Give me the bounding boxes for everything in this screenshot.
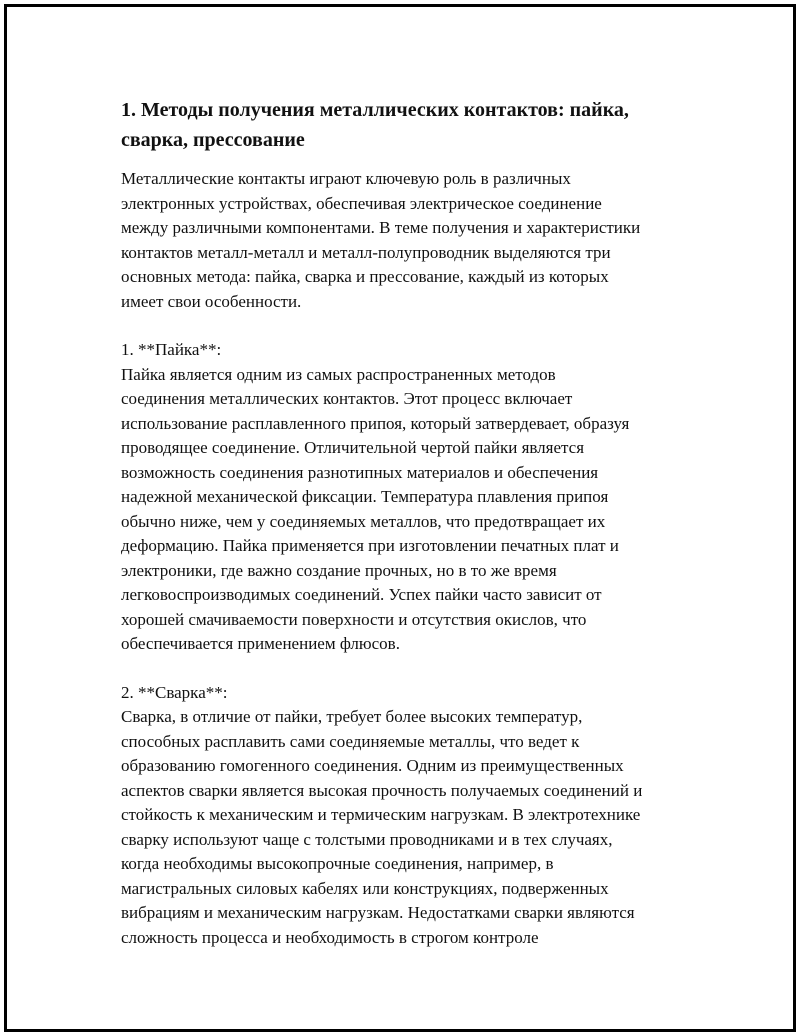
paragraph-spacer	[121, 314, 691, 338]
document-heading: 1. Методы получения металлических контактов: пайка, сварка, прессование	[121, 99, 629, 151]
paragraph-spacer	[121, 657, 691, 681]
section-welding-title: 2. **Сварка**:	[121, 682, 228, 702]
section-soldering-title: 1. **Пайка**:	[121, 340, 222, 359]
document-page	[4, 4, 796, 1032]
document-content	[121, 95, 691, 950]
section-soldering-body: Пайка является одним из самых распространенных методов соединения металлических контактов. Этот процесс включает использование расплавленного припоя, который затвердевает, образуя проводящее соединение. Отличительной чертой пайки является возможность соединения разнотипных материалов и обеспечения надежной механической фиксации. Температура плавления припоя обычно ниже, чем у соединяемых металлов, что предотвращает их деформацию. Пайка применяется при изготовлении печатных плат и электроники, где важно создание прочных, но в то же время легковоспроизводимых соединений. Успех пайки часто зависит от хорошей смачиваемости поверхности и отсутствия окислов, что обеспечивается применением флюсов.	[121, 364, 630, 653]
section-welding-body: Сварка, в отличие от пайки, требует более высоких температур, способных расплавить сами соединяемые металлы, что ведет к образованию гомогенного соединения. Одним из преимущественных аспектов сварки является высокая прочность получаемых соединений и стойкость к механическим и термическим нагрузкам. В электротехнике сварку используют чаще с толстыми проводниками и в тех случаях, когда необходимы высокопрочные соединения, например, в магистральных силовых кабелях или конструкциях, подверженных вибрациям и механическим нагрузкам. Недостатками сварки являются сложность процесса и необходимость в строгом контроле	[121, 707, 643, 947]
intro-paragraph: Металлические контакты играют ключевую роль в различных электронных устройствах, обеспечивая электрическое соединение между различными компонентами. В теме получения и характеристики контактов металл-металл и металл-полупроводник выделяются три основных метода: пайка, сварка и прессование, каждый из которых имеет свои особенности.	[121, 169, 641, 311]
